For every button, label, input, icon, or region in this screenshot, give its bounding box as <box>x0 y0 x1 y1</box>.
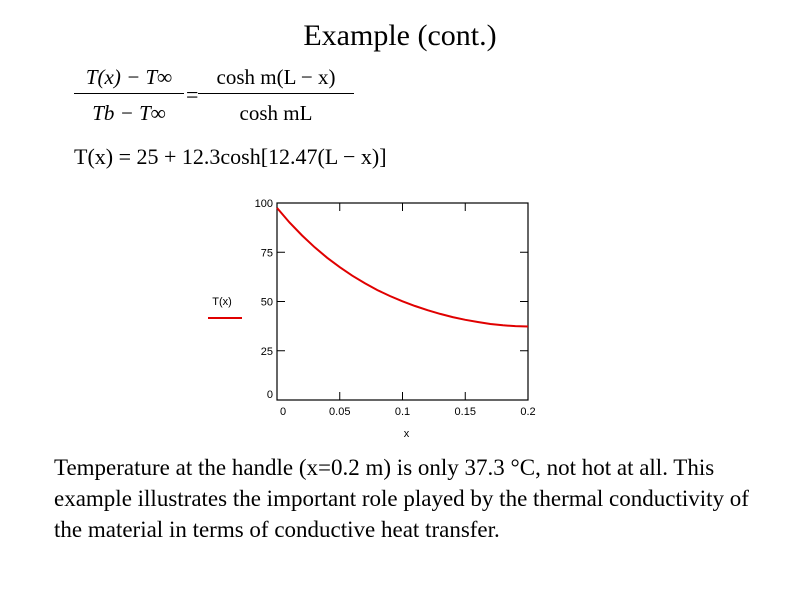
y-tick-label: 100 <box>254 198 273 210</box>
x-tick-label: 0.1 <box>394 406 411 418</box>
x-tick-label: 0.15 <box>454 406 476 418</box>
lhs-denominator: Tb − T∞ <box>74 93 184 126</box>
rhs-fraction <box>198 64 354 126</box>
y-tick-label: 50 <box>260 296 273 309</box>
slide-title: Example (cont.) <box>303 19 497 52</box>
lhs-numerator: T(x) − T∞ <box>85 65 173 89</box>
x-tick-label: 0.2 <box>520 406 536 418</box>
temperature-distribution-equation: T(x) = 25 + 12.3cosh[12.47(L − x)] <box>74 144 387 169</box>
x-tick-label: 0.05 <box>329 406 351 418</box>
y-tick-label: 0 <box>266 389 273 401</box>
y-tick-label: 75 <box>260 247 273 260</box>
y-tick-label: 25 <box>260 345 273 358</box>
legend-label: T(x) <box>212 296 232 308</box>
equals-sign: = <box>186 82 199 107</box>
lhs-fraction <box>74 64 184 126</box>
temperature-chart <box>200 190 560 445</box>
caption-text: Temperature at the handle (x=0.2 m) is only 37.3 °C, not hot at all. This example illustrates the important role played by the thermal conductivity of the material in terms of conductive heat transfer. <box>54 455 749 542</box>
series-line-temperature <box>277 208 528 327</box>
rhs-denominator: cosh mL <box>198 93 354 126</box>
x-axis-label: x <box>403 428 410 440</box>
rhs-numerator: cosh m(L − x) <box>216 65 336 89</box>
x-tick-label: 0 <box>280 406 287 418</box>
fin-temperature-ratio-equation <box>74 62 374 140</box>
